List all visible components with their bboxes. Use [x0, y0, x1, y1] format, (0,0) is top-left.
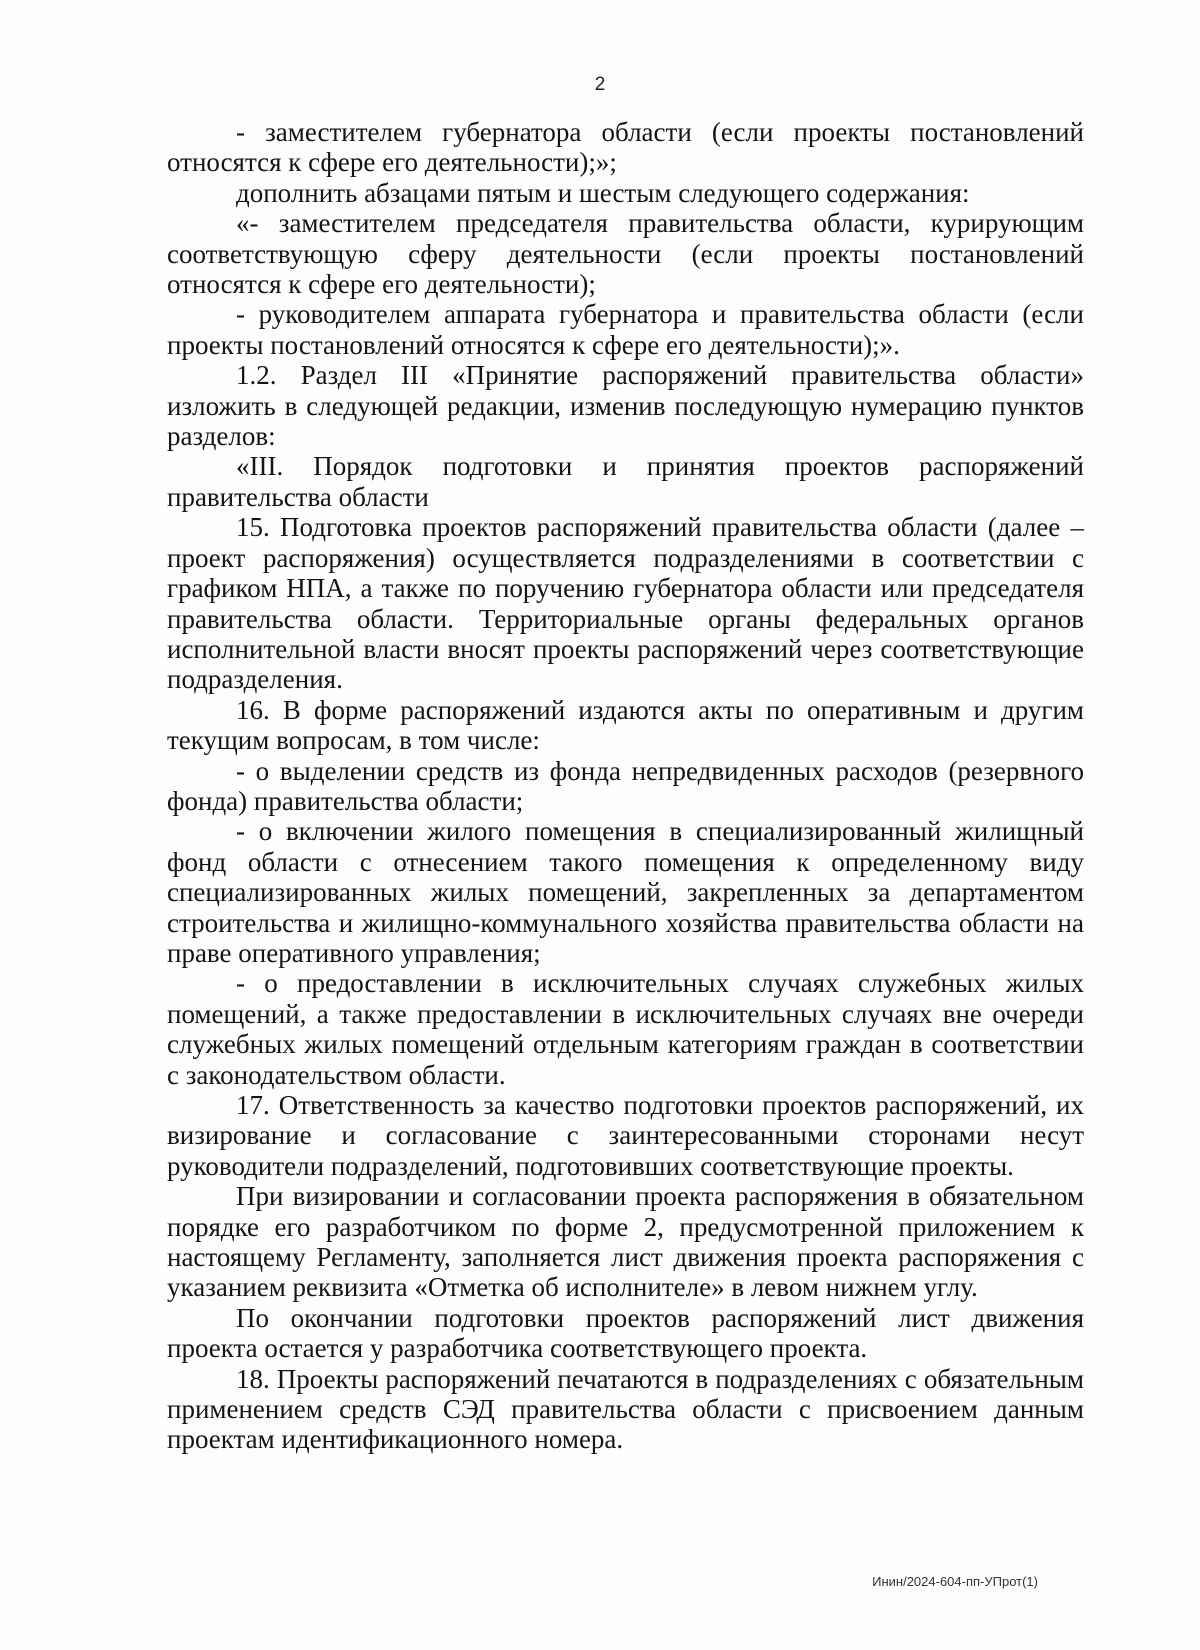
- paragraph: - руководителем аппарата губернатора и правительства области (если проекты постановлений относятся к сфере его деятельности);».: [167, 299, 1084, 360]
- document-body: [167, 117, 1084, 1455]
- paragraph: «- заместителем председателя правительства области, курирующим соответствующую сферу деятельности (если проекты постановлений относятся к сфере его деятельности);: [167, 208, 1084, 300]
- paragraph: дополнить абзацами пятым и шестым следующего содержания:: [236, 177, 970, 208]
- paragraph: - заместителем губернатора области (если проекты постановлений относятся к сфере его деятельности);»;: [167, 117, 1084, 178]
- paragraph: По окончании подготовки проектов распоряжений лист движения проекта остается у разработчика соответствующего проекта.: [167, 1302, 1084, 1364]
- paragraph: 16. В форме распоряжений издаются акты по оперативным и другим текущим вопросам, в том числе:: [167, 694, 1084, 756]
- paragraph: 18. Проекты распоряжений печатаются в подразделениях с обязательным применением средств СЭД правительства области с присвоением данным проектам идентификационного номера.: [167, 1363, 1084, 1455]
- document-code: Инин/2024-604-пп-УПрот(1): [872, 1574, 1038, 1589]
- paragraph: 17. Ответственность за качество подготовки проектов распоряжений, их визирование и согласование с заинтересованными сторонами несут руководители подразделений, подготовивших соответствующие проекты.: [167, 1090, 1084, 1181]
- paragraph: 15. Подготовка проектов распоряжений правительства области (далее – проект распоряжения) осуществляется подразделениями в соответствии с графиком НПА, а также по поручению губернатора области или председателя правительства области. Территориальные органы федеральных органов исполнительной власти вносят проекты распоряжений через соответствующие подразделения.: [167, 512, 1084, 695]
- paragraph: При визировании и согласовании проекта распоряжения в обязательном порядке его разработчиком по форме 2, предусмотренной приложением к настоящему Регламенту, заполняется лист движения проекта распоряжения с указанием реквизита «Отметка об исполнителе» в левом нижнем углу.: [167, 1181, 1084, 1303]
- page-number: 2: [594, 74, 606, 95]
- paragraph: - о предоставлении в исключительных случаях служебных жилых помещений, а также предоставлении в исключительных случаях вне очереди служебных жилых помещений отдельным категориям граждан в соответствии с законодательством области.: [167, 968, 1084, 1090]
- paragraph: 1.2. Раздел III «Принятие распоряжений правительства области» изложить в следующей редакции, изменив последующую нумерацию пунктов разделов:: [167, 360, 1084, 452]
- section-heading: «III. Порядок подготовки и принятия проектов распоряжений правительства области: [167, 451, 1084, 512]
- paragraph: - о включении жилого помещения в специализированный жилищный фонд области с отнесением такого помещения к определенному виду специализированных жилых помещений, закрепленных за департаментом строительства и жилищно-коммунального хозяйства правительства области на праве оперативного управления;: [167, 816, 1084, 968]
- paragraph: - о выделении средств из фонда непредвиденных расходов (резервного фонда) правительства области;: [167, 755, 1084, 816]
